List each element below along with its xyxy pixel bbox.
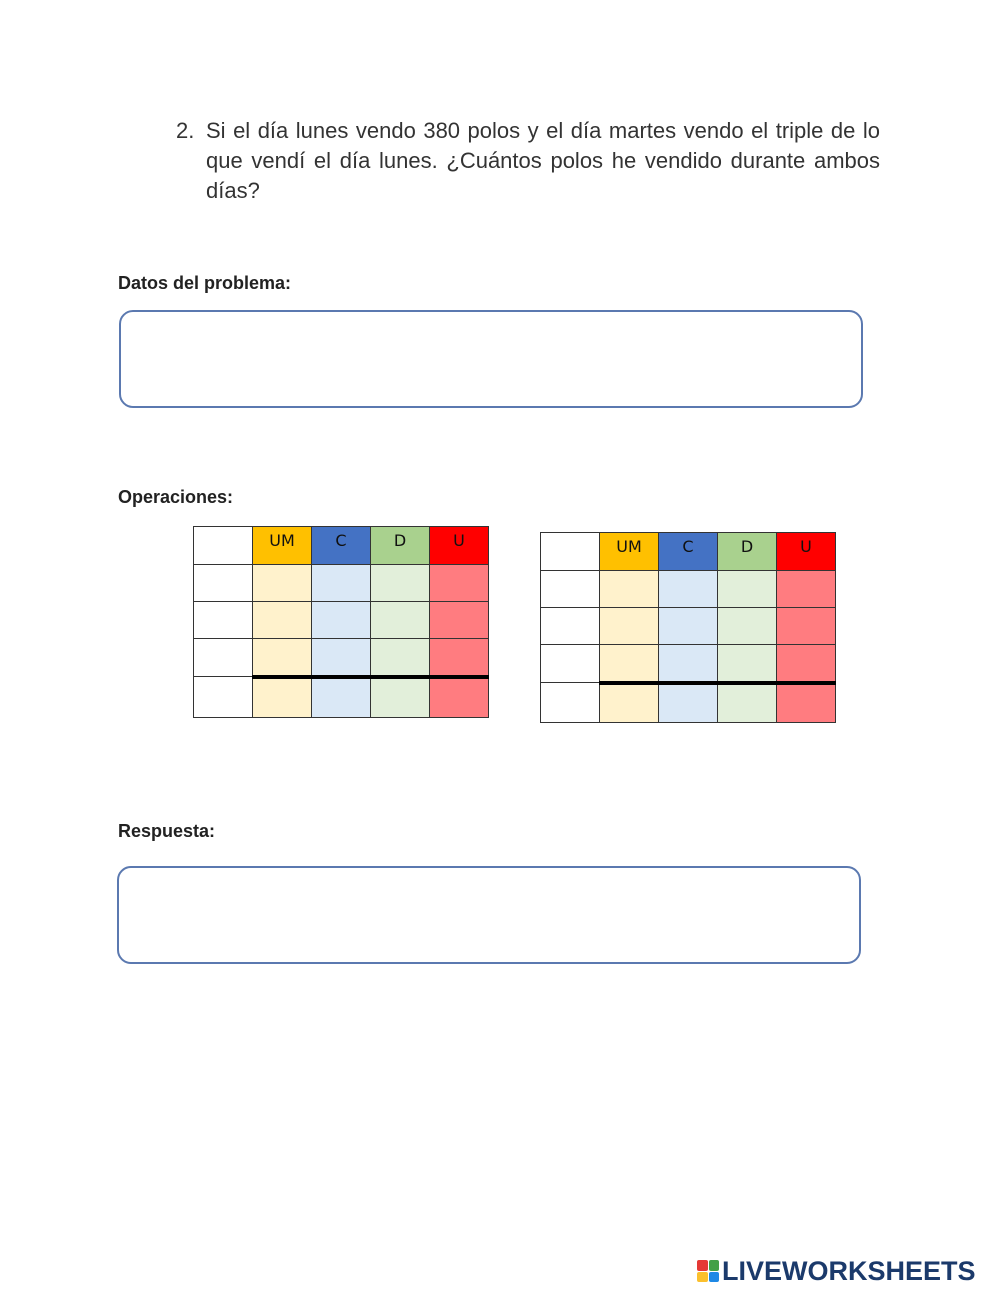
header-c: C — [659, 533, 718, 571]
table-cell[interactable] — [371, 565, 430, 602]
table-cell[interactable] — [194, 602, 253, 639]
header-c: C — [312, 527, 371, 565]
table-cell[interactable] — [600, 645, 659, 683]
question — [176, 116, 880, 206]
table-cell[interactable] — [430, 565, 489, 602]
table-cell[interactable] — [253, 602, 312, 639]
table-cell[interactable] — [371, 602, 430, 639]
table-cell[interactable] — [777, 645, 836, 683]
table-cell[interactable] — [312, 639, 371, 677]
table-cell[interactable] — [430, 602, 489, 639]
table-cell[interactable] — [312, 565, 371, 602]
table-cell[interactable] — [600, 571, 659, 608]
table-cell[interactable] — [541, 533, 600, 571]
result-cell[interactable] — [600, 683, 659, 723]
table-cell[interactable] — [777, 571, 836, 608]
result-cell[interactable] — [430, 677, 489, 718]
data-label: Datos del problema: — [118, 273, 292, 293]
table-cell[interactable] — [718, 571, 777, 608]
table-cell[interactable] — [600, 608, 659, 645]
logo-icon — [697, 1260, 719, 1282]
result-cell[interactable] — [777, 683, 836, 723]
result-cell[interactable] — [312, 677, 371, 718]
table-cell[interactable] — [312, 602, 371, 639]
header-d: D — [371, 527, 430, 565]
table-cell[interactable] — [253, 639, 312, 677]
result-cell[interactable] — [718, 683, 777, 723]
question-number: 2. — [176, 118, 195, 143]
table-cell[interactable] — [541, 571, 600, 608]
table-cell[interactable] — [194, 677, 253, 718]
table-cell[interactable] — [718, 645, 777, 683]
table-cell[interactable] — [194, 639, 253, 677]
data-answer-box[interactable] — [119, 310, 863, 408]
operations-label: Operaciones: — [118, 487, 234, 507]
table-cell[interactable] — [659, 571, 718, 608]
table-cell[interactable] — [194, 527, 253, 565]
table-cell[interactable] — [541, 683, 600, 723]
header-um: UM — [600, 533, 659, 571]
liveworksheets-logo — [697, 1255, 976, 1287]
table-cell[interactable] — [659, 608, 718, 645]
logo-text: LIVEWORKSHEETS — [722, 1255, 976, 1286]
table-cell[interactable] — [718, 608, 777, 645]
table-cell[interactable] — [777, 608, 836, 645]
table-cell[interactable] — [194, 565, 253, 602]
table-cell[interactable] — [371, 639, 430, 677]
result-cell[interactable] — [659, 683, 718, 723]
answer-label: Respuesta: — [118, 821, 216, 841]
result-cell[interactable] — [253, 677, 312, 718]
place-value-table-left — [193, 526, 489, 718]
result-cell[interactable] — [371, 677, 430, 718]
answer-box[interactable] — [117, 866, 861, 964]
header-d: D — [718, 533, 777, 571]
table-cell[interactable] — [430, 639, 489, 677]
header-u: U — [777, 533, 836, 571]
header-u: U — [430, 527, 489, 565]
question-text: Si el día lunes vendo 380 polos y el día martes vendo el triple de lo que vendí el día lunes. ¿Cuántos polos he vendido durante ambos días? — [206, 118, 880, 203]
header-um: UM — [253, 527, 312, 565]
table-cell[interactable] — [541, 645, 600, 683]
place-value-table-right — [540, 532, 836, 723]
table-cell[interactable] — [659, 645, 718, 683]
table-cell[interactable] — [253, 565, 312, 602]
table-cell[interactable] — [541, 608, 600, 645]
